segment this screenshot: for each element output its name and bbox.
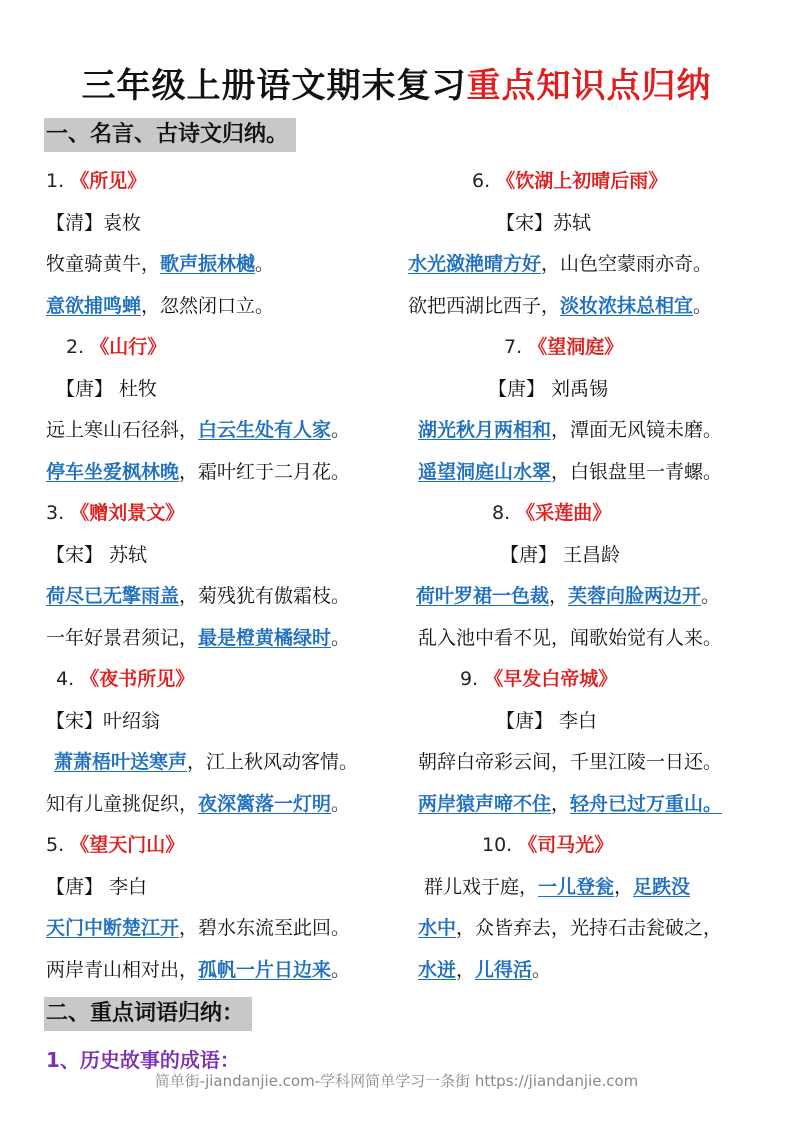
poem-line: 荷叶罗裙一色裁，芙蓉向脸两边开。 — [416, 585, 721, 607]
poem-line: 遥望洞庭山水翠，白银盘里一青螺。 — [418, 460, 723, 483]
poem-line: 湖光秋月两相和，潭面无风镜未磨。 — [418, 419, 723, 441]
poem-title: 《山行》 — [90, 336, 167, 358]
poem-number: 10. — [482, 834, 513, 856]
poem-line: 天门中断楚江开，碧水东流至此回。 — [46, 917, 351, 939]
poem-number: 1. — [46, 170, 65, 192]
poem-line: 知有儿童挑促织，夜深篱落一灯明。 — [46, 792, 351, 815]
poem-number: 2. — [66, 336, 85, 358]
poem-line: 萧萧梧叶送寒声，江上秋风动客情。 — [54, 751, 359, 773]
poem-line: 远上寒山石径斜，白云生处有人家。 — [46, 419, 351, 441]
poem-author: 【唐】 李白 — [46, 875, 148, 898]
poem-line: 牧童骑黄牛，歌声振林樾。 — [46, 253, 275, 275]
poem-title-line — [46, 167, 358, 209]
poem-title-line — [46, 499, 358, 541]
poem-line: 乱入池中看不见，闻歌始觉有人来。 — [418, 626, 723, 649]
poem-number: 3. — [46, 502, 65, 524]
poem-title: 《夜书所见》 — [80, 668, 195, 690]
poem-title: 《饮湖上初晴后雨》 — [496, 170, 668, 192]
title-highlight: 重点知识点归纳 — [466, 66, 712, 106]
poem-title: 《所见》 — [70, 170, 147, 192]
section-heading-poems: 一、名言、古诗文归纳。 — [44, 118, 296, 152]
poem-number: 5. — [46, 834, 65, 856]
poem-line: 水光潋滟晴方好，山色空蒙雨亦奇。 — [408, 253, 713, 275]
poem-title-line — [408, 831, 722, 873]
poem-title: 《赠刘景文》 — [70, 502, 185, 524]
poem-line: 一年好景君须记，最是橙黄橘绿时。 — [46, 626, 351, 649]
poem-title-line — [46, 665, 358, 707]
page-title — [0, 58, 793, 107]
poem-number: 4. — [56, 668, 75, 690]
poem-author: 【宋】 苏轼 — [46, 543, 148, 566]
poem-author: 【唐】 王昌龄 — [500, 543, 621, 566]
subsection-heading: 1、历史故事的成语： — [46, 1048, 240, 1072]
poem-title-line — [408, 665, 722, 707]
poem-title-line — [46, 831, 358, 873]
poem-line: 水迸，儿得活。 — [418, 958, 552, 981]
poem-author: 【唐】 刘禹锡 — [488, 377, 609, 400]
footer-watermark: 简单街-jiandanjie.com-学科网简单学习一条街 https://jiandanjie.com — [154, 1072, 639, 1090]
poem-line: 朝辞白帝彩云间，千里江陵一日还。 — [418, 751, 723, 773]
poem-number: 9. — [460, 668, 479, 690]
poem-author: 【清】袁枚 — [46, 211, 142, 234]
poem-line: 荷尽已无擎雨盖，菊残犹有傲霜枝。 — [46, 585, 351, 607]
poem-number: 8. — [492, 502, 511, 524]
poem-title: 《采莲曲》 — [516, 502, 612, 524]
poem-line: 欲把西湖比西子，淡妆浓抹总相宜。 — [408, 294, 713, 317]
poem-line: 水中，众皆弃去，光持石击瓮破之， — [418, 917, 723, 939]
left-column — [46, 167, 358, 997]
poem-title-line — [408, 333, 722, 375]
title-main: 三年级上册语文期末复习 — [81, 66, 467, 106]
poem-title-line — [408, 167, 722, 209]
poem-title-line — [46, 333, 358, 375]
poem-line: 停车坐爱枫林晚，霜叶红于二月花。 — [46, 460, 351, 483]
poem-author: 【唐】 杜牧 — [56, 377, 158, 400]
poem-title: 《司马光》 — [518, 834, 614, 856]
section-heading-words: 二、重点词语归纳： — [44, 997, 252, 1031]
poem-line: 意欲捕鸣蝉，忽然闭口立。 — [46, 294, 275, 317]
poem-title: 《望天门山》 — [70, 834, 185, 856]
poem-line: 两岸青山相对出，孤帆一片日边来。 — [46, 958, 351, 981]
poem-author: 【宋】叶绍翁 — [46, 709, 161, 732]
poem-line: 群儿戏于庭，一儿登瓮，足跌没 — [424, 875, 691, 898]
poem-title: 《早发白帝城》 — [484, 668, 618, 690]
poem-author: 【宋】苏轼 — [496, 211, 592, 234]
right-column — [408, 167, 722, 997]
poem-number: 7. — [504, 336, 523, 358]
poem-line: 两岸猿声啼不住，轻舟已过万重山。 — [418, 792, 723, 815]
poem-title: 《望洞庭》 — [528, 336, 624, 358]
poem-title-line — [408, 499, 722, 541]
poem-author: 【唐】 李白 — [496, 709, 598, 732]
poem-number: 6. — [472, 170, 491, 192]
